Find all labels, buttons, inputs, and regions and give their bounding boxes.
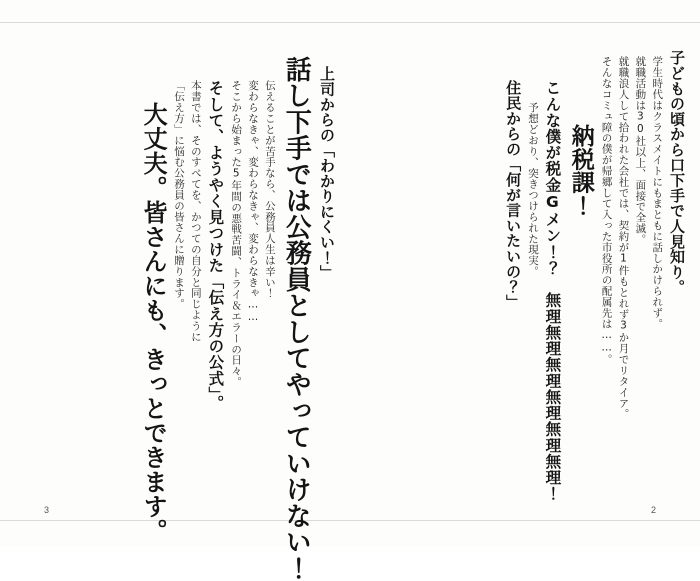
line-body-3: そこから始まった5年間の悪戦苦闘、トライ＆エラーの日々。 bbox=[230, 80, 243, 388]
page-left bbox=[0, 22, 350, 581]
line-intro-3: 就職活動は30社以上、面接で全滅。 bbox=[634, 56, 647, 245]
line-gman: こんな僕が税金Gメン！？ 無理無理無理無理無理無理！ bbox=[543, 80, 562, 502]
line-intro-1: 子どもの頃から口下手で人見知り。 bbox=[668, 50, 686, 295]
line-intro-4: 就職浪人して拾われた会社では、契約が1件もとれず3か月でリタイア。 bbox=[617, 56, 630, 420]
line-intro-2: 学生時代はクラスメイトにもまともに話しかけられず。 bbox=[651, 56, 664, 329]
line-reality: 予想どおり、突きつけられた現実。 bbox=[526, 102, 539, 277]
line-body-1: 伝えることが苦手なら、公務員人生は辛い！ bbox=[263, 80, 276, 299]
line-body-4: 本書では、そのすべてを、かつての自分と同じように bbox=[189, 80, 202, 343]
line-boss-quote: 上司からの「わかりにくい！」 bbox=[318, 66, 336, 281]
section-title-tax-division: 納税課！ bbox=[567, 124, 594, 217]
line-resident-quote: 住民からの「何が言いたいの？」 bbox=[504, 80, 523, 310]
page-right bbox=[350, 22, 700, 521]
folio-right: 2 bbox=[650, 505, 656, 515]
line-intro-5: そんなコミュ障の僕が帰郷して入った市役所の配属先は……。 bbox=[600, 56, 613, 365]
page-left-text-block bbox=[0, 22, 350, 581]
line-formula: そして、ようやく見つけた「伝え方の公式」。 bbox=[206, 80, 225, 411]
line-closing: 大丈夫。皆さんにも、きっとできます。 bbox=[139, 102, 168, 543]
line-body-2: 変わらなきゃ、変わらなきゃ、変わらなきゃ…… bbox=[247, 80, 260, 324]
page-right-text-block bbox=[350, 22, 700, 521]
folio-left: 3 bbox=[44, 505, 50, 515]
headline-cannot-survive: 話し下手では公務員としてやっていけない！ bbox=[281, 56, 312, 581]
line-body-5: 「伝え方」に悩む公務員の皆さんに贈ります。 bbox=[173, 80, 185, 310]
